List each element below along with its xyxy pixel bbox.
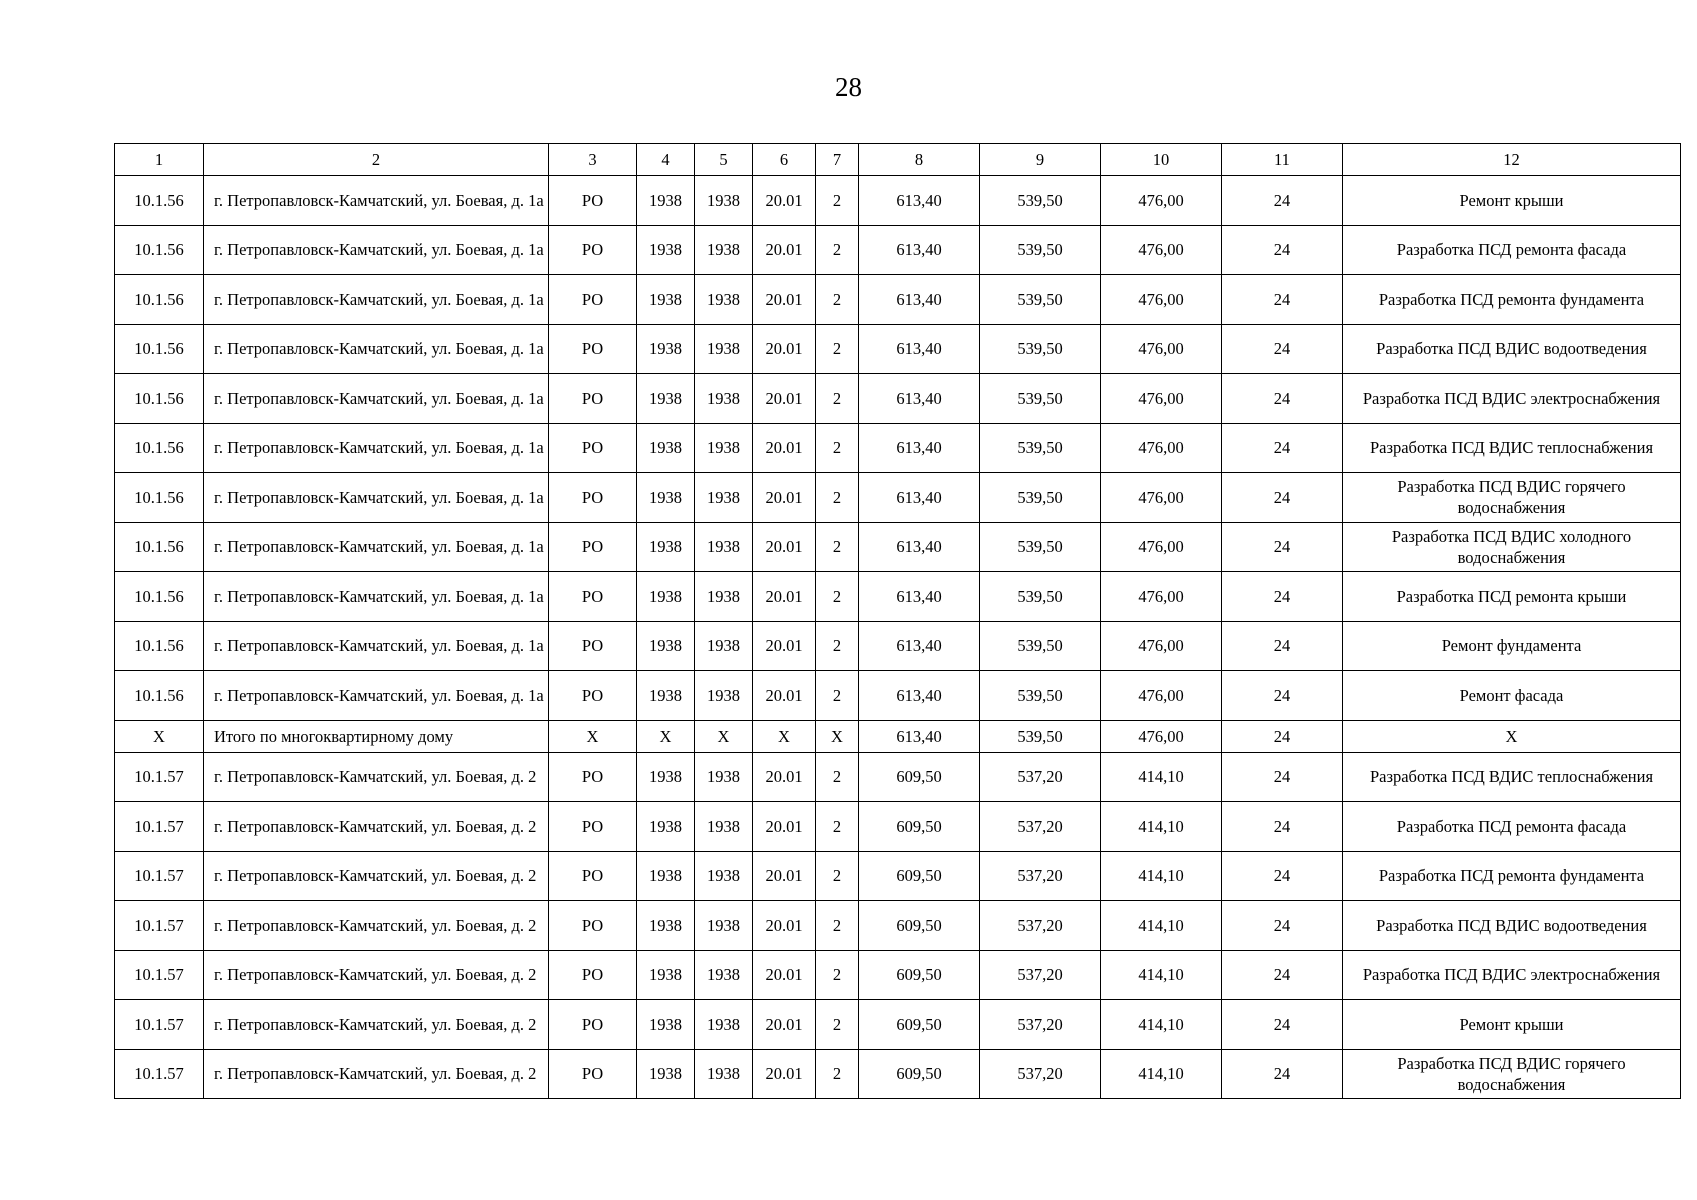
floors-cell: 2 bbox=[816, 621, 859, 671]
floors-cell: Х bbox=[816, 720, 859, 752]
table-body bbox=[115, 144, 1681, 1099]
work-type-cell: Разработка ПСД ВДИС водоотведения bbox=[1343, 901, 1681, 951]
residents-cell: 24 bbox=[1222, 522, 1343, 572]
item-number-cell: 10.1.56 bbox=[115, 275, 204, 325]
table-row bbox=[115, 423, 1681, 473]
residential-area-cell: 414,10 bbox=[1101, 950, 1222, 1000]
floors-cell: 2 bbox=[816, 851, 859, 901]
residents-cell: 24 bbox=[1222, 671, 1343, 721]
residential-area-cell: 476,00 bbox=[1101, 374, 1222, 424]
table-row bbox=[115, 374, 1681, 424]
column-header: 5 bbox=[695, 144, 753, 176]
table-row bbox=[115, 275, 1681, 325]
year-commissioned-cell: 1938 bbox=[695, 671, 753, 721]
year-built-cell: 1938 bbox=[637, 423, 695, 473]
work-type-cell: Разработка ПСД ВДИС теплоснабжения bbox=[1343, 423, 1681, 473]
item-number-cell: 10.1.56 bbox=[115, 176, 204, 226]
total-area-cell: 609,50 bbox=[859, 752, 980, 802]
date-code-cell: 20.01 bbox=[753, 752, 816, 802]
work-type-cell: Ремонт фасада bbox=[1343, 671, 1681, 721]
table-row bbox=[115, 802, 1681, 852]
living-area-cell: 539,50 bbox=[980, 621, 1101, 671]
year-commissioned-cell: 1938 bbox=[695, 324, 753, 374]
item-number-cell: 10.1.57 bbox=[115, 1049, 204, 1099]
total-area-cell: 613,40 bbox=[859, 176, 980, 226]
date-code-cell: 20.01 bbox=[753, 621, 816, 671]
residents-cell: 24 bbox=[1222, 621, 1343, 671]
year-built-cell: 1938 bbox=[637, 275, 695, 325]
residents-cell: 24 bbox=[1222, 752, 1343, 802]
address-cell: г. Петропавловск-Камчатский, ул. Боевая, д. 2 bbox=[204, 752, 549, 802]
address-cell: г. Петропавловск-Камчатский, ул. Боевая, д. 1а bbox=[204, 671, 549, 721]
column-header: 7 bbox=[816, 144, 859, 176]
page-number: 28 bbox=[835, 72, 862, 102]
ownership-type-cell: РО bbox=[549, 176, 637, 226]
ownership-type-cell: РО bbox=[549, 802, 637, 852]
residential-area-cell: 414,10 bbox=[1101, 802, 1222, 852]
year-commissioned-cell: Х bbox=[695, 720, 753, 752]
residents-cell: 24 bbox=[1222, 950, 1343, 1000]
total-area-cell: 613,40 bbox=[859, 522, 980, 572]
column-header: 8 bbox=[859, 144, 980, 176]
table-row bbox=[115, 324, 1681, 374]
floors-cell: 2 bbox=[816, 275, 859, 325]
total-area-cell: 613,40 bbox=[859, 473, 980, 523]
floors-cell: 2 bbox=[816, 950, 859, 1000]
date-code-cell: 20.01 bbox=[753, 423, 816, 473]
residents-cell: 24 bbox=[1222, 802, 1343, 852]
year-built-cell: 1938 bbox=[637, 1000, 695, 1050]
year-commissioned-cell: 1938 bbox=[695, 1000, 753, 1050]
table-header-row bbox=[115, 144, 1681, 176]
floors-cell: 2 bbox=[816, 901, 859, 951]
table-row bbox=[115, 671, 1681, 721]
item-number-cell: Х bbox=[115, 720, 204, 752]
ownership-type-cell: РО bbox=[549, 950, 637, 1000]
living-area-cell: 537,20 bbox=[980, 851, 1101, 901]
residents-cell: 24 bbox=[1222, 324, 1343, 374]
year-commissioned-cell: 1938 bbox=[695, 275, 753, 325]
residential-area-cell: 476,00 bbox=[1101, 324, 1222, 374]
item-number-cell: 10.1.57 bbox=[115, 851, 204, 901]
work-type-cell: Ремонт фундамента bbox=[1343, 621, 1681, 671]
item-number-cell: 10.1.57 bbox=[115, 901, 204, 951]
address-cell: г. Петропавловск-Камчатский, ул. Боевая, д. 2 bbox=[204, 802, 549, 852]
address-cell: г. Петропавловск-Камчатский, ул. Боевая, д. 1а bbox=[204, 572, 549, 622]
floors-cell: 2 bbox=[816, 572, 859, 622]
floors-cell: 2 bbox=[816, 522, 859, 572]
year-commissioned-cell: 1938 bbox=[695, 1049, 753, 1099]
residential-area-cell: 476,00 bbox=[1101, 423, 1222, 473]
floors-cell: 2 bbox=[816, 176, 859, 226]
total-area-cell: 613,40 bbox=[859, 621, 980, 671]
work-type-cell: Разработка ПСД ВДИС водоотведения bbox=[1343, 324, 1681, 374]
date-code-cell: 20.01 bbox=[753, 522, 816, 572]
residents-cell: 24 bbox=[1222, 423, 1343, 473]
table-row bbox=[115, 522, 1681, 572]
address-cell: г. Петропавловск-Камчатский, ул. Боевая, д. 2 bbox=[204, 1000, 549, 1050]
living-area-cell: 539,50 bbox=[980, 473, 1101, 523]
year-built-cell: 1938 bbox=[637, 621, 695, 671]
living-area-cell: 539,50 bbox=[980, 275, 1101, 325]
address-cell: г. Петропавловск-Камчатский, ул. Боевая, д. 1а bbox=[204, 324, 549, 374]
residents-cell: 24 bbox=[1222, 275, 1343, 325]
residents-cell: 24 bbox=[1222, 1049, 1343, 1099]
total-area-cell: 609,50 bbox=[859, 901, 980, 951]
address-cell: г. Петропавловск-Камчатский, ул. Боевая, д. 1а bbox=[204, 176, 549, 226]
ownership-type-cell: РО bbox=[549, 752, 637, 802]
address-cell: г. Петропавловск-Камчатский, ул. Боевая, д. 2 bbox=[204, 901, 549, 951]
item-number-cell: 10.1.57 bbox=[115, 950, 204, 1000]
residential-area-cell: 476,00 bbox=[1101, 473, 1222, 523]
residential-area-cell: 476,00 bbox=[1101, 225, 1222, 275]
table-row bbox=[115, 752, 1681, 802]
item-number-cell: 10.1.56 bbox=[115, 423, 204, 473]
item-number-cell: 10.1.56 bbox=[115, 225, 204, 275]
ownership-type-cell: РО bbox=[549, 1049, 637, 1099]
table-row bbox=[115, 572, 1681, 622]
item-number-cell: 10.1.56 bbox=[115, 374, 204, 424]
column-header: 6 bbox=[753, 144, 816, 176]
address-cell: г. Петропавловск-Камчатский, ул. Боевая, д. 1а bbox=[204, 275, 549, 325]
address-cell: г. Петропавловск-Камчатский, ул. Боевая, д. 1а bbox=[204, 473, 549, 523]
year-built-cell: 1938 bbox=[637, 374, 695, 424]
ownership-type-cell: РО bbox=[549, 374, 637, 424]
ownership-type-cell: РО bbox=[549, 671, 637, 721]
date-code-cell: 20.01 bbox=[753, 275, 816, 325]
item-number-cell: 10.1.56 bbox=[115, 621, 204, 671]
work-type-cell: Разработка ПСД ВДИС горячего водоснабжения bbox=[1343, 1049, 1681, 1099]
residents-cell: 24 bbox=[1222, 901, 1343, 951]
total-area-cell: 609,50 bbox=[859, 851, 980, 901]
year-built-cell: 1938 bbox=[637, 225, 695, 275]
column-header: 9 bbox=[980, 144, 1101, 176]
residents-cell: 24 bbox=[1222, 1000, 1343, 1050]
living-area-cell: 539,50 bbox=[980, 572, 1101, 622]
table-row bbox=[115, 225, 1681, 275]
year-commissioned-cell: 1938 bbox=[695, 225, 753, 275]
residents-cell: 24 bbox=[1222, 176, 1343, 226]
address-cell: г. Петропавловск-Камчатский, ул. Боевая, д. 1а bbox=[204, 621, 549, 671]
year-built-cell: 1938 bbox=[637, 572, 695, 622]
ownership-type-cell: РО bbox=[549, 1000, 637, 1050]
year-built-cell: 1938 bbox=[637, 671, 695, 721]
work-type-cell: Разработка ПСД ВДИС холодного водоснабжения bbox=[1343, 522, 1681, 572]
date-code-cell: Х bbox=[753, 720, 816, 752]
column-header: 10 bbox=[1101, 144, 1222, 176]
date-code-cell: 20.01 bbox=[753, 1049, 816, 1099]
repair-plan-table bbox=[114, 143, 1681, 1099]
residential-area-cell: 414,10 bbox=[1101, 851, 1222, 901]
residential-area-cell: 476,00 bbox=[1101, 522, 1222, 572]
year-commissioned-cell: 1938 bbox=[695, 473, 753, 523]
date-code-cell: 20.01 bbox=[753, 374, 816, 424]
total-area-cell: 613,40 bbox=[859, 671, 980, 721]
residents-cell: 24 bbox=[1222, 225, 1343, 275]
total-area-cell: 613,40 bbox=[859, 275, 980, 325]
address-cell: г. Петропавловск-Камчатский, ул. Боевая, д. 1а bbox=[204, 423, 549, 473]
residents-cell: 24 bbox=[1222, 374, 1343, 424]
living-area-cell: 539,50 bbox=[980, 423, 1101, 473]
year-built-cell: 1938 bbox=[637, 176, 695, 226]
residential-area-cell: 476,00 bbox=[1101, 572, 1222, 622]
floors-cell: 2 bbox=[816, 1000, 859, 1050]
date-code-cell: 20.01 bbox=[753, 572, 816, 622]
total-area-cell: 613,40 bbox=[859, 324, 980, 374]
total-area-cell: 613,40 bbox=[859, 720, 980, 752]
table-row bbox=[115, 473, 1681, 523]
ownership-type-cell: РО bbox=[549, 275, 637, 325]
year-commissioned-cell: 1938 bbox=[695, 522, 753, 572]
column-header: 1 bbox=[115, 144, 204, 176]
table-row bbox=[115, 851, 1681, 901]
column-header: 12 bbox=[1343, 144, 1681, 176]
item-number-cell: 10.1.56 bbox=[115, 324, 204, 374]
total-area-cell: 613,40 bbox=[859, 374, 980, 424]
date-code-cell: 20.01 bbox=[753, 950, 816, 1000]
year-commissioned-cell: 1938 bbox=[695, 423, 753, 473]
column-header: 11 bbox=[1222, 144, 1343, 176]
ownership-type-cell: РО bbox=[549, 522, 637, 572]
year-built-cell: 1938 bbox=[637, 1049, 695, 1099]
work-type-cell: Разработка ПСД ремонта фундамента bbox=[1343, 851, 1681, 901]
date-code-cell: 20.01 bbox=[753, 671, 816, 721]
year-built-cell: 1938 bbox=[637, 752, 695, 802]
ownership-type-cell: РО bbox=[549, 572, 637, 622]
column-header: 3 bbox=[549, 144, 637, 176]
work-type-cell: Разработка ПСД ремонта фасада bbox=[1343, 225, 1681, 275]
year-commissioned-cell: 1938 bbox=[695, 851, 753, 901]
living-area-cell: 539,50 bbox=[980, 176, 1101, 226]
total-area-cell: 609,50 bbox=[859, 1049, 980, 1099]
living-area-cell: 539,50 bbox=[980, 374, 1101, 424]
living-area-cell: 537,20 bbox=[980, 1049, 1101, 1099]
date-code-cell: 20.01 bbox=[753, 473, 816, 523]
table-row bbox=[115, 901, 1681, 951]
living-area-cell: 539,50 bbox=[980, 324, 1101, 374]
residential-area-cell: 414,10 bbox=[1101, 901, 1222, 951]
year-built-cell: 1938 bbox=[637, 851, 695, 901]
floors-cell: 2 bbox=[816, 671, 859, 721]
ownership-type-cell: РО bbox=[549, 473, 637, 523]
year-commissioned-cell: 1938 bbox=[695, 572, 753, 622]
residential-area-cell: 414,10 bbox=[1101, 1049, 1222, 1099]
item-number-cell: 10.1.57 bbox=[115, 752, 204, 802]
floors-cell: 2 bbox=[816, 802, 859, 852]
total-area-cell: 613,40 bbox=[859, 572, 980, 622]
work-type-cell: Разработка ПСД ремонта крыши bbox=[1343, 572, 1681, 622]
address-cell: г. Петропавловск-Камчатский, ул. Боевая, д. 2 bbox=[204, 1049, 549, 1099]
residential-area-cell: 476,00 bbox=[1101, 621, 1222, 671]
table-row bbox=[115, 1049, 1681, 1099]
year-commissioned-cell: 1938 bbox=[695, 752, 753, 802]
table-row bbox=[115, 621, 1681, 671]
date-code-cell: 20.01 bbox=[753, 225, 816, 275]
date-code-cell: 20.01 bbox=[753, 901, 816, 951]
work-type-cell: Разработка ПСД ВДИС электроснабжения bbox=[1343, 950, 1681, 1000]
floors-cell: 2 bbox=[816, 1049, 859, 1099]
work-type-cell: Разработка ПСД ремонта фундамента bbox=[1343, 275, 1681, 325]
residential-area-cell: 414,10 bbox=[1101, 752, 1222, 802]
item-number-cell: 10.1.56 bbox=[115, 671, 204, 721]
address-cell: Итого по многоквартирному дому bbox=[204, 720, 549, 752]
date-code-cell: 20.01 bbox=[753, 851, 816, 901]
work-type-cell: Разработка ПСД ВДИС теплоснабжения bbox=[1343, 752, 1681, 802]
table-row bbox=[115, 950, 1681, 1000]
year-built-cell: Х bbox=[637, 720, 695, 752]
year-built-cell: 1938 bbox=[637, 324, 695, 374]
year-built-cell: 1938 bbox=[637, 901, 695, 951]
total-area-cell: 613,40 bbox=[859, 225, 980, 275]
work-type-cell: Разработка ПСД ВДИС горячего водоснабжения bbox=[1343, 473, 1681, 523]
floors-cell: 2 bbox=[816, 423, 859, 473]
address-cell: г. Петропавловск-Камчатский, ул. Боевая, д. 2 bbox=[204, 950, 549, 1000]
ownership-type-cell: Х bbox=[549, 720, 637, 752]
item-number-cell: 10.1.57 bbox=[115, 1000, 204, 1050]
ownership-type-cell: РО bbox=[549, 324, 637, 374]
work-type-cell: Разработка ПСД ремонта фасада bbox=[1343, 802, 1681, 852]
year-built-cell: 1938 bbox=[637, 950, 695, 1000]
residents-cell: 24 bbox=[1222, 473, 1343, 523]
year-commissioned-cell: 1938 bbox=[695, 621, 753, 671]
living-area-cell: 539,50 bbox=[980, 225, 1101, 275]
total-area-cell: 613,40 bbox=[859, 423, 980, 473]
living-area-cell: 537,20 bbox=[980, 1000, 1101, 1050]
table-row bbox=[115, 1000, 1681, 1050]
residential-area-cell: 476,00 bbox=[1101, 176, 1222, 226]
work-type-cell: Ремонт крыши bbox=[1343, 1000, 1681, 1050]
total-area-cell: 609,50 bbox=[859, 950, 980, 1000]
address-cell: г. Петропавловск-Камчатский, ул. Боевая, д. 1а bbox=[204, 374, 549, 424]
work-type-cell: Разработка ПСД ВДИС электроснабжения bbox=[1343, 374, 1681, 424]
year-commissioned-cell: 1938 bbox=[695, 950, 753, 1000]
address-cell: г. Петропавловск-Камчатский, ул. Боевая, д. 1а bbox=[204, 225, 549, 275]
ownership-type-cell: РО bbox=[549, 423, 637, 473]
date-code-cell: 20.01 bbox=[753, 324, 816, 374]
year-built-cell: 1938 bbox=[637, 473, 695, 523]
floors-cell: 2 bbox=[816, 225, 859, 275]
living-area-cell: 537,20 bbox=[980, 802, 1101, 852]
address-cell: г. Петропавловск-Камчатский, ул. Боевая, д. 2 bbox=[204, 851, 549, 901]
living-area-cell: 537,20 bbox=[980, 901, 1101, 951]
table-row bbox=[115, 176, 1681, 226]
address-cell: г. Петропавловск-Камчатский, ул. Боевая, д. 1а bbox=[204, 522, 549, 572]
floors-cell: 2 bbox=[816, 374, 859, 424]
ownership-type-cell: РО bbox=[549, 901, 637, 951]
column-header: 4 bbox=[637, 144, 695, 176]
residential-area-cell: 476,00 bbox=[1101, 275, 1222, 325]
year-built-cell: 1938 bbox=[637, 522, 695, 572]
living-area-cell: 537,20 bbox=[980, 950, 1101, 1000]
year-commissioned-cell: 1938 bbox=[695, 374, 753, 424]
item-number-cell: 10.1.56 bbox=[115, 473, 204, 523]
ownership-type-cell: РО bbox=[549, 621, 637, 671]
residential-area-cell: 476,00 bbox=[1101, 720, 1222, 752]
year-commissioned-cell: 1938 bbox=[695, 901, 753, 951]
ownership-type-cell: РО bbox=[549, 851, 637, 901]
item-number-cell: 10.1.56 bbox=[115, 522, 204, 572]
residents-cell: 24 bbox=[1222, 572, 1343, 622]
living-area-cell: 539,50 bbox=[980, 671, 1101, 721]
work-type-cell: Х bbox=[1343, 720, 1681, 752]
date-code-cell: 20.01 bbox=[753, 1000, 816, 1050]
year-built-cell: 1938 bbox=[637, 802, 695, 852]
item-number-cell: 10.1.56 bbox=[115, 572, 204, 622]
year-commissioned-cell: 1938 bbox=[695, 176, 753, 226]
living-area-cell: 539,50 bbox=[980, 720, 1101, 752]
column-header: 2 bbox=[204, 144, 549, 176]
residents-cell: 24 bbox=[1222, 720, 1343, 752]
item-number-cell: 10.1.57 bbox=[115, 802, 204, 852]
total-area-cell: 609,50 bbox=[859, 1000, 980, 1050]
ownership-type-cell: РО bbox=[549, 225, 637, 275]
total-area-cell: 609,50 bbox=[859, 802, 980, 852]
residential-area-cell: 476,00 bbox=[1101, 671, 1222, 721]
residential-area-cell: 414,10 bbox=[1101, 1000, 1222, 1050]
date-code-cell: 20.01 bbox=[753, 176, 816, 226]
total-row bbox=[115, 720, 1681, 752]
living-area-cell: 537,20 bbox=[980, 752, 1101, 802]
residents-cell: 24 bbox=[1222, 851, 1343, 901]
living-area-cell: 539,50 bbox=[980, 522, 1101, 572]
work-type-cell: Ремонт крыши bbox=[1343, 176, 1681, 226]
floors-cell: 2 bbox=[816, 473, 859, 523]
date-code-cell: 20.01 bbox=[753, 802, 816, 852]
floors-cell: 2 bbox=[816, 752, 859, 802]
year-commissioned-cell: 1938 bbox=[695, 802, 753, 852]
floors-cell: 2 bbox=[816, 324, 859, 374]
